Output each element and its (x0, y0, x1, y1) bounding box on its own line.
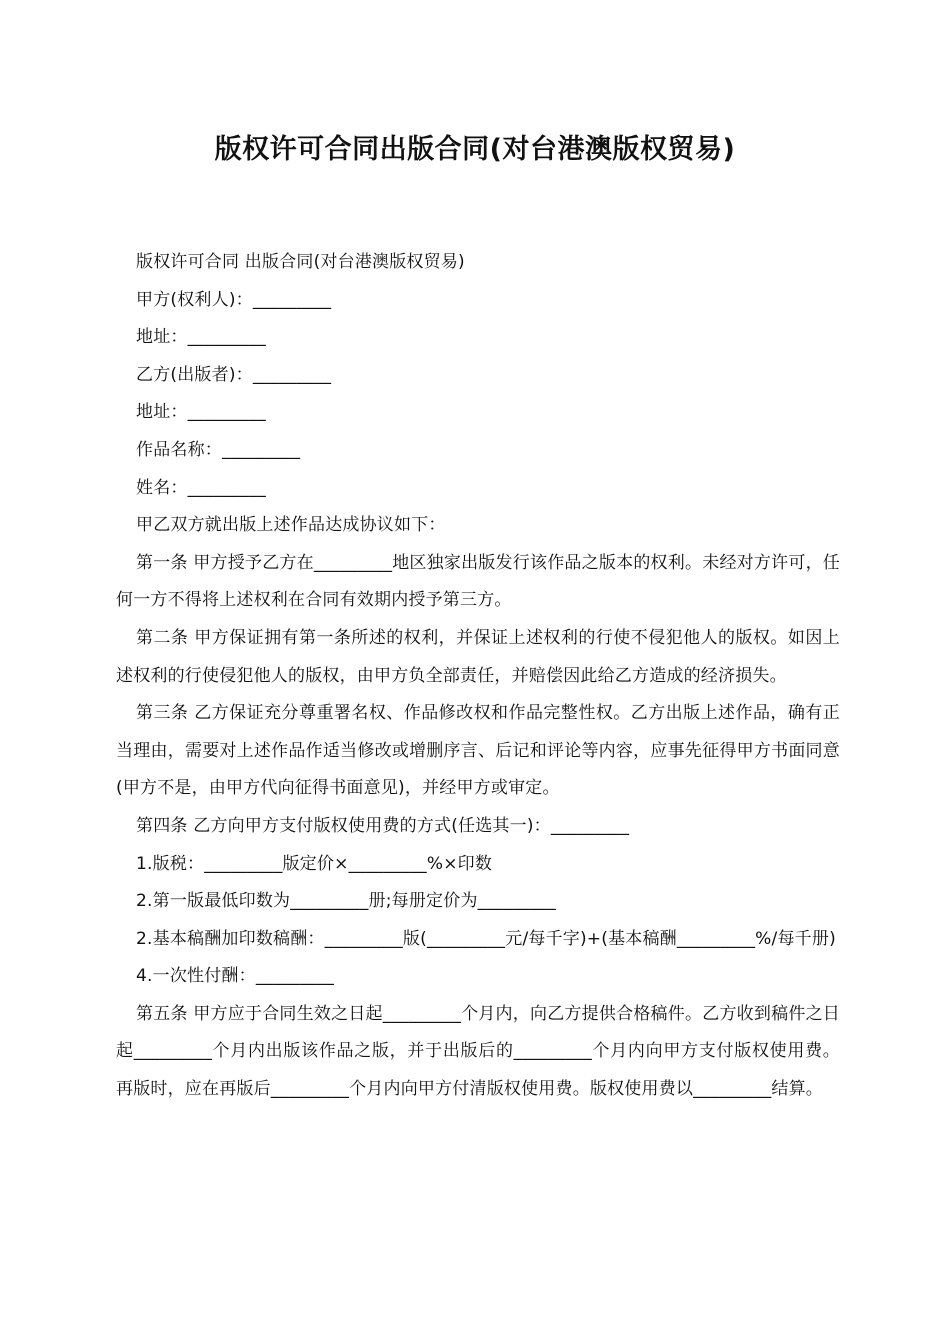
paragraph-party-a: 甲方(权利人)：_________ (136, 289, 332, 310)
paragraph-article-5: 第五条 甲方应于合同生效之日起_________个月内，向乙方提供合格稿件。乙方收到稿件之日起_________个月内出版该作品之版，并于出版后的_________个月内向甲方支付版权使用费。再版时，应在再版后_________个月内向甲方付清版权使用费。版权使用费以_________结算。 (116, 1003, 840, 1100)
paragraph-work-name: 作品名称：_________ (136, 439, 301, 460)
paragraph-party-b-address: 地址：_________ (136, 402, 266, 423)
paragraph-option-1: 1.版税：_________版定价×_________%×印数 (136, 853, 493, 874)
document-title: 版权许可合同出版合同(对台港澳版权贸易) (214, 134, 736, 165)
paragraph-option-2: 2.第一版最低印数为_________册;每册定价为_________ (136, 891, 556, 912)
paragraph-article-2: 第二条 甲方保证拥有第一条所述的权利，并保证上述权利的行使不侵犯他人的版权。如因上述权利的行使侵犯他人的版权，由甲方负全部责任，并赔偿因此给乙方造成的经济损失。 (116, 627, 840, 686)
paragraph-author-name: 姓名：_________ (136, 477, 266, 498)
paragraph-agreement-intro: 甲乙双方就出版上述作品达成协议如下： (136, 515, 446, 536)
paragraph-article-3: 第三条 乙方保证充分尊重署名权、作品修改权和作品完整性权。乙方出版上述作品，确有正当理由，需要对上述作品作适当修改或增删序言、后记和评论等内容，应事先征得甲方书面同意(甲方不是，由甲方代向征得书面意见)，并经甲方或审定。 (116, 703, 840, 799)
document-body (116, 244, 840, 1109)
paragraph-option-4: 4.一次性付酬：_________ (136, 966, 335, 987)
paragraph-article-4: 第四条 乙方向甲方支付版权使用费的方式(任选其一)：_________ (136, 815, 630, 836)
paragraph-subtitle: 版权许可合同 出版合同(对台港澳版权贸易) (136, 252, 465, 272)
paragraph-party-a-address: 地址：_________ (136, 327, 266, 348)
paragraph-option-3: 2.基本稿酬加印数稿酬：_________版(_________元/每千字)+(基本稿酬_________%/每千册) (136, 928, 836, 949)
paragraph-party-b: 乙方(出版者)：_________ (136, 364, 332, 385)
paragraph-article-1: 第一条 甲方授予乙方在_________地区独家出版发行该作品之版本的权利。未经对方许可，任何一方不得将上述权利在合同有效期内授予第三方。 (116, 552, 840, 611)
